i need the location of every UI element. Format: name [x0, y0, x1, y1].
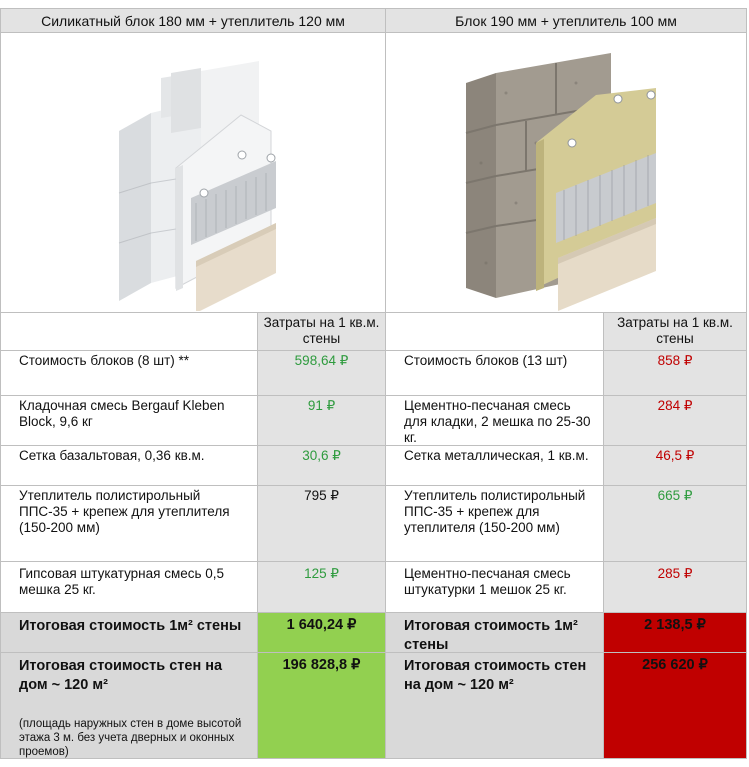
left-row-5-label: Гипсовая штукатурная смесь 0,5 мешка 25 кг.	[0, 562, 258, 613]
left-row-3-value: 30,6 ₽	[258, 446, 386, 486]
total-house-right: 256 620 ₽	[604, 653, 747, 759]
right-items-header	[386, 313, 604, 351]
total-house-left: 196 828,8 ₽	[258, 653, 386, 759]
right-row-3-label: Сетка металлическая, 1 кв.м.	[386, 446, 604, 486]
right-wall-image	[386, 33, 747, 313]
left-row-3-label: Сетка базальтовая, 0,36 кв.м.	[0, 446, 258, 486]
right-row-4-label: Утеплитель полистирольный ППС-35 + крепеж для утеплителя (150-200 мм)	[386, 486, 604, 562]
right-column-title: Блок 190 мм + утеплитель 100 мм	[386, 8, 747, 33]
left-row-2-label: Кладочная смесь Bergauf Kleben Block, 9,6 кг	[0, 396, 258, 446]
left-row-4-label: Утеплитель полистирольный ППС-35 + крепеж для утеплителя (150-200 мм)	[0, 486, 258, 562]
left-wall-image	[0, 33, 386, 313]
left-row-2-value: 91 ₽	[258, 396, 386, 446]
silicate-block-wall-illustration	[1, 33, 385, 311]
concrete-block-wall-illustration	[386, 33, 746, 311]
left-row-1-value: 598,64 ₽	[258, 351, 386, 396]
total-per-m2-left: 1 640,24 ₽	[258, 613, 386, 653]
left-cost-header: Затраты на 1 кв.м. стены	[258, 313, 386, 351]
right-row-2-label: Цементно-песчаная смесь для кладки, 2 мешка по 25-30 кг.	[386, 396, 604, 446]
left-row-1-label: Стоимость блоков (8 шт) **	[0, 351, 258, 396]
total-house-label-left	[0, 653, 258, 759]
left-row-5-value: 125 ₽	[258, 562, 386, 613]
right-cost-header: Затраты на 1 кв.м. стены	[604, 313, 747, 351]
right-row-2-value: 284 ₽	[604, 396, 747, 446]
left-items-header	[0, 313, 258, 351]
total-per-m2-label-right: Итоговая стоимость 1м² стены	[386, 613, 604, 653]
total-house-note: (площадь наружных стен в доме высотой этажа 3 м. без учета дверных и оконных проемов)	[19, 718, 242, 758]
right-row-5-label: Цементно-песчаная смесь штукатурки 1 мешок 25 кг.	[386, 562, 604, 613]
total-house-title-left: Итоговая стоимость стен на дом ~ 120 м²	[19, 658, 223, 693]
total-house-label-right: Итоговая стоимость стен на дом ~ 120 м²	[386, 653, 604, 759]
right-row-3-value: 46,5 ₽	[604, 446, 747, 486]
total-per-m2-right: 2 138,5 ₽	[604, 613, 747, 653]
right-row-4-value: 665 ₽	[604, 486, 747, 562]
right-row-5-value: 285 ₽	[604, 562, 747, 613]
right-row-1-label: Стоимость блоков (13 шт)	[386, 351, 604, 396]
left-column-title: Силикатный блок 180 мм + утеплитель 120 мм	[0, 8, 386, 33]
left-row-4-value: 795 ₽	[258, 486, 386, 562]
right-row-1-value: 858 ₽	[604, 351, 747, 396]
total-per-m2-label-left: Итоговая стоимость 1м² стены	[0, 613, 258, 653]
